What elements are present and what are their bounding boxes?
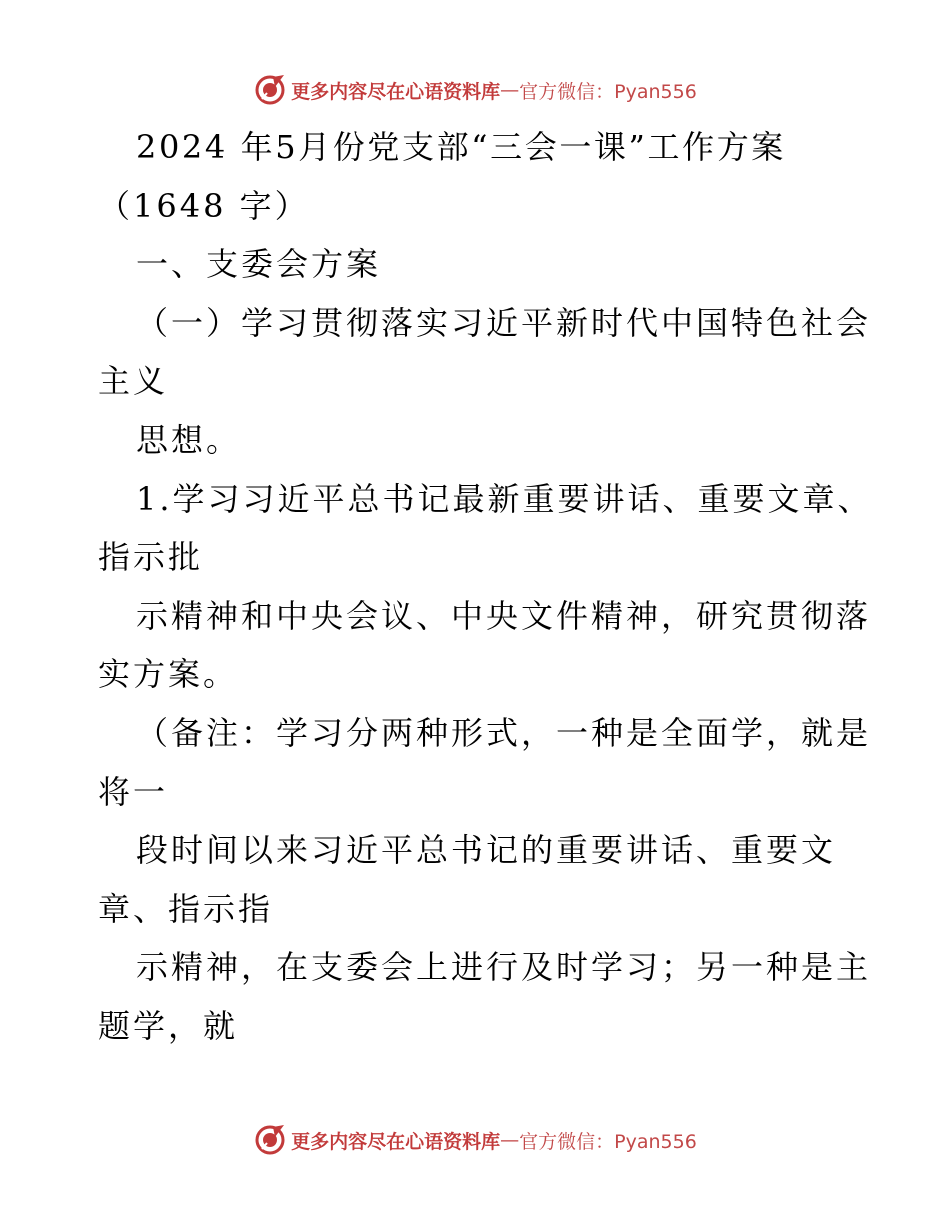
quill-seal-icon [253,1123,287,1157]
paragraph-line: 示精神和中央会议、中央文件精神，研究贯彻落 [136,596,872,635]
paragraph-line: （备注：学习分两种形式，一种是全面学，就是 [136,713,872,752]
section-heading: 一、支委会方案 [136,245,382,284]
paragraph-line: 指示批 [98,538,204,577]
paragraph-line: 思想。 [136,420,242,459]
banner-brand-text: 更多内容尽在心语资料库 [291,1130,501,1153]
paragraph-line: 将一 [98,772,169,811]
paragraph-line: 实方案。 [98,655,239,694]
banner-separator: — [500,79,520,101]
paragraph-line: 题学，就 [98,1006,239,1045]
paragraph-line: 章、指示指 [98,889,274,928]
banner-wechat-text: 官方微信：Pyan556 [519,80,697,103]
document-title-wordcount: （1648 字） [98,186,310,225]
banner-separator: — [500,1129,520,1151]
paragraph-line: 示精神，在支委会上进行及时学习；另一种是主 [136,948,872,987]
quill-seal-icon [253,73,287,107]
subsection-heading-cont: 主义 [98,362,169,401]
header-watermark-banner [0,70,950,110]
subsection-heading: （一）学习贯彻落实习近平新时代中国特色社会 [136,303,872,342]
banner-brand-text: 更多内容尽在心语资料库 [291,80,501,103]
document-body [98,118,873,1056]
paragraph-line: 段时间以来习近平总书记的重要讲话、重要文 [136,831,837,870]
document-title: 2024 年5月份党支部“三会一课”工作方案 [136,128,786,166]
banner-wechat-text: 官方微信：Pyan556 [519,1130,697,1153]
footer-watermark-banner [0,1120,950,1160]
paragraph-line: 1.学习习近平总书记最新重要讲话、重要文章、 [136,479,873,518]
